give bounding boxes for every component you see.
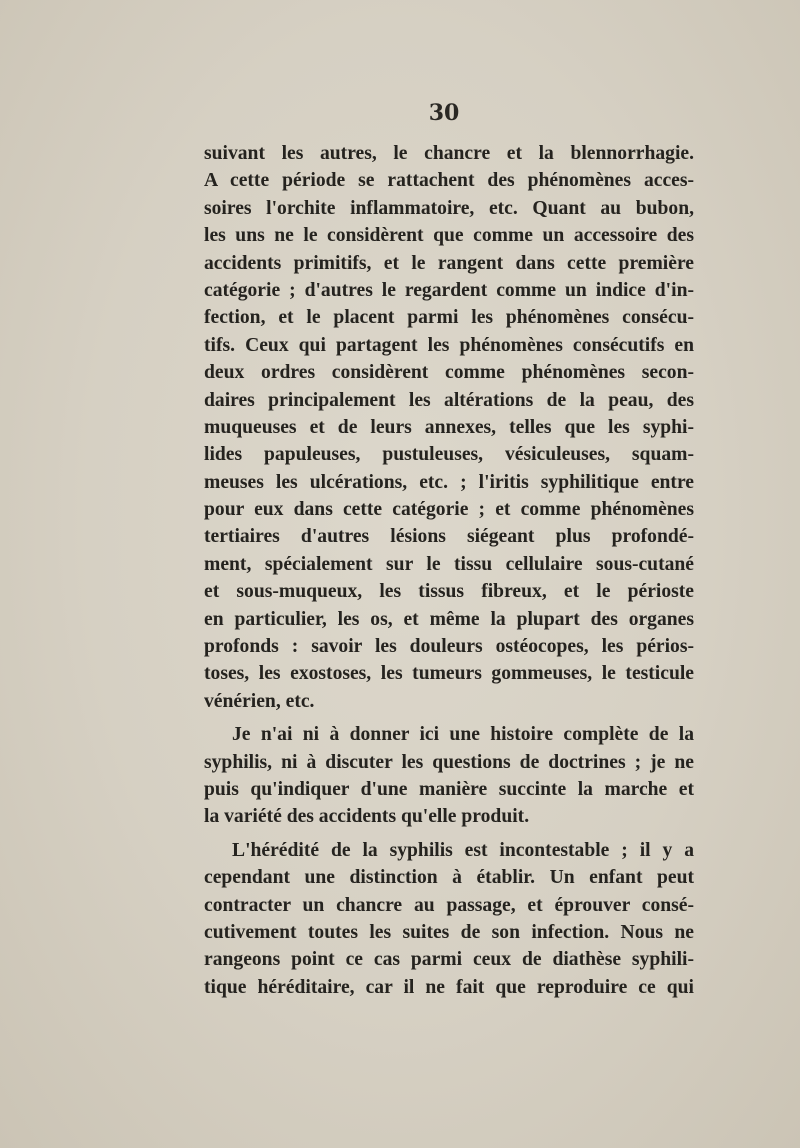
text-line: meuses les ulcérations, etc. ; l'iritis syphilitique entre — [204, 471, 694, 493]
text-line: daires principalement les altérations de la peau, des — [204, 389, 694, 411]
text-line: syphilis, ni à discuter les questions de doctrines ; je ne — [204, 751, 694, 773]
text-line: vénérien, etc. — [204, 690, 315, 712]
text-line: fection, et le placent parmi les phénomènes consécu- — [204, 307, 694, 329]
text-line: L'hérédité de la syphilis est incontestable ; il y a — [232, 839, 694, 861]
text-line: puis qu'indiquer d'une manière succinte la marche et — [204, 778, 694, 800]
text-line: lides papuleuses, pustuleuses, vésiculeuses, squam- — [204, 444, 694, 466]
text-line: Je n'ai ni à donner ici une histoire complète de la — [232, 724, 694, 746]
text-line: rangeons point ce cas parmi ceux de diathèse syphili- — [204, 949, 694, 971]
paragraph — [204, 721, 694, 831]
text-line: les uns ne le considèrent que comme un accessoire des — [204, 225, 694, 247]
text-line: cutivement toutes les suites de son infection. Nous ne — [204, 921, 694, 943]
text-line: et sous-muqueux, les tissus fibreux, et le périoste — [204, 581, 694, 603]
text-line: muqueuses et de leurs annexes, telles que les syphi- — [204, 416, 694, 438]
text-line: cependant une distinction à établir. Un enfant peut — [204, 867, 694, 889]
text-line: toses, les exostoses, les tumeurs gommeuses, le testicule — [204, 663, 694, 685]
text-line: en particulier, les os, et même la plupart des organes — [204, 608, 694, 630]
text-line: profonds : savoir les douleurs ostéocopes, les périos- — [204, 636, 694, 658]
text-line: contracter un chancre au passage, et éprouver consé- — [204, 894, 694, 916]
text-line: tique héréditaire, car il ne fait que reproduire ce qui — [204, 976, 694, 998]
text-line: tertiaires d'autres lésions siégeant plus profondé- — [204, 526, 694, 548]
paragraph — [204, 837, 694, 1001]
text-line: ment, spécialement sur le tissu cellulaire sous-cutané — [204, 553, 694, 575]
paragraph — [204, 140, 694, 715]
page-number: 30 — [428, 100, 460, 126]
text-line: catégorie ; d'autres le regardent comme un indice d'in- — [204, 279, 694, 301]
text-line: soires l'orchite inflammatoire, etc. Quant au bubon, — [204, 197, 694, 219]
text-line: suivant les autres, le chancre et la blennorrhagie. — [204, 143, 694, 164]
text-line: pour eux dans cette catégorie ; et comme phénomènes — [204, 499, 694, 521]
body-text — [204, 140, 694, 1001]
text-line: deux ordres considèrent comme phénomènes secon- — [204, 362, 694, 384]
text-line: A cette période se rattachent des phénomènes acces- — [204, 170, 694, 192]
text-line: accidents primitifs, et le rangent dans cette première — [204, 252, 694, 274]
text-line: tifs. Ceux qui partagent les phénomènes consécutifs en — [204, 334, 694, 356]
text-line: la variété des accidents qu'elle produit. — [204, 806, 530, 828]
